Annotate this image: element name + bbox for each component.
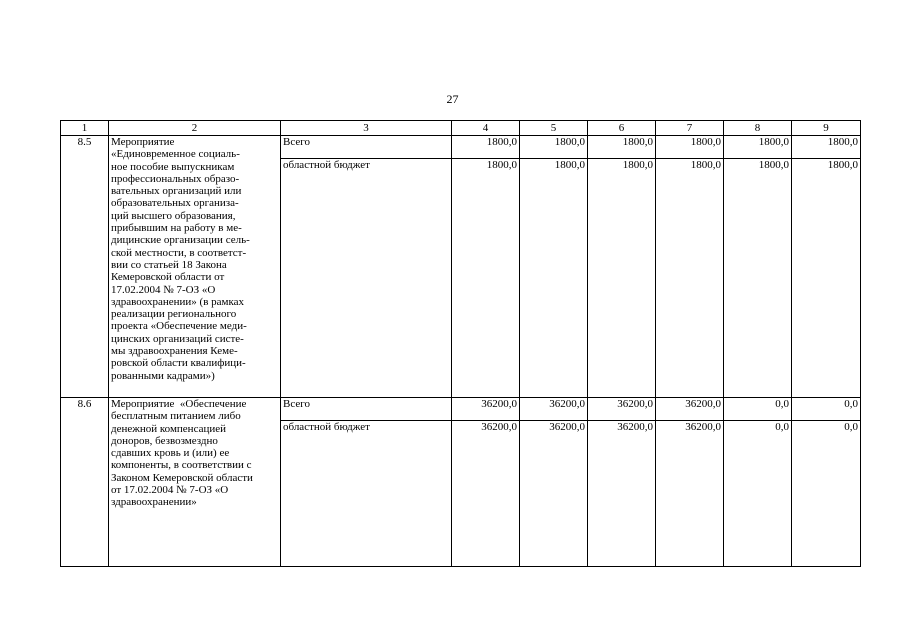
value-cell: 0,0 bbox=[792, 421, 861, 567]
value-cell: 1800,0 bbox=[588, 136, 656, 159]
desc-line: ровской области квалифици- bbox=[111, 357, 246, 370]
value-cell: 36200,0 bbox=[452, 421, 520, 567]
desc-line: ное пособие выпускникам bbox=[111, 160, 235, 173]
desc-line: 17.02.2004 № 7-ОЗ «О bbox=[111, 283, 216, 296]
desc-line: здравоохранении» bbox=[111, 496, 197, 509]
desc-line: цинских организаций систе- bbox=[111, 332, 244, 345]
desc-line: мы здравоохранения Кеме- bbox=[111, 345, 238, 358]
desc-line: Мероприятие bbox=[111, 136, 175, 148]
desc-line: прибывшим на работу в ме- bbox=[111, 222, 242, 235]
value-cell: 1800,0 bbox=[724, 159, 792, 398]
funding-source: Всего bbox=[281, 136, 452, 159]
value-cell: 1800,0 bbox=[792, 159, 861, 398]
desc-line: вательных организаций или bbox=[111, 185, 242, 198]
row-number: 8.6 bbox=[61, 398, 109, 567]
desc-line: дицинские организации сель- bbox=[111, 234, 250, 247]
desc-line: Мероприятие «Обеспечение bbox=[111, 398, 247, 410]
desc-line: рованными кадрами») bbox=[111, 369, 215, 382]
header-cell-5: 5 bbox=[520, 121, 588, 136]
desc-line: вии со статьей 18 Закона bbox=[111, 258, 227, 271]
table-row bbox=[61, 398, 861, 421]
value-cell: 1800,0 bbox=[656, 136, 724, 159]
desc-line: ской местности, в соответст- bbox=[111, 246, 247, 259]
value-cell: 0,0 bbox=[724, 421, 792, 567]
funding-source: областной бюджет bbox=[281, 421, 452, 567]
value-cell: 1800,0 bbox=[452, 159, 520, 398]
desc-line: «Единовременное социаль- bbox=[111, 148, 240, 161]
desc-line: Кемеровской области от bbox=[111, 271, 225, 284]
page-number: 27 bbox=[446, 92, 459, 106]
value-cell: 36200,0 bbox=[520, 421, 588, 567]
desc-line: денежной компенсацией bbox=[111, 422, 227, 435]
row-description bbox=[109, 398, 281, 567]
header-cell-9: 9 bbox=[792, 121, 861, 136]
value-cell: 0,0 bbox=[724, 398, 792, 421]
value-cell: 1800,0 bbox=[724, 136, 792, 159]
header-cell-4: 4 bbox=[452, 121, 520, 136]
header-cell-2: 2 bbox=[109, 121, 281, 136]
value-cell: 36200,0 bbox=[656, 421, 724, 567]
value-cell: 1800,0 bbox=[656, 159, 724, 398]
row-number: 8.5 bbox=[61, 136, 109, 398]
value-cell: 1800,0 bbox=[588, 159, 656, 398]
value-cell: 36200,0 bbox=[656, 398, 724, 421]
value-cell: 1800,0 bbox=[520, 159, 588, 398]
value-cell: 1800,0 bbox=[520, 136, 588, 159]
header-cell-7: 7 bbox=[656, 121, 724, 136]
funding-source: областной бюджет bbox=[281, 159, 452, 398]
value-cell: 36200,0 bbox=[588, 421, 656, 567]
header-cell-1: 1 bbox=[61, 121, 109, 136]
desc-line: проекта «Обеспечение меди- bbox=[111, 320, 247, 333]
desc-line: бесплатным питанием либо bbox=[111, 410, 241, 423]
value-cell: 36200,0 bbox=[452, 398, 520, 421]
header-row bbox=[61, 121, 861, 136]
desc-line: образовательных организа- bbox=[111, 197, 239, 210]
desc-line: реализации регионального bbox=[111, 308, 237, 321]
table-row bbox=[61, 136, 861, 159]
desc-line: ций высшего образования, bbox=[111, 209, 236, 222]
budget-table bbox=[60, 120, 861, 567]
desc-line: компоненты, в соответствии с bbox=[111, 459, 252, 472]
desc-line: от 17.02.2004 № 7-ОЗ «О bbox=[111, 484, 229, 497]
funding-source: Всего bbox=[281, 398, 452, 421]
header-cell-3: 3 bbox=[281, 121, 452, 136]
desc-line: здравоохранении» (в рамках bbox=[111, 295, 245, 308]
desc-line: Законом Кемеровской области bbox=[111, 471, 253, 484]
value-cell: 0,0 bbox=[792, 398, 861, 421]
header-cell-6: 6 bbox=[588, 121, 656, 136]
desc-line: доноров, безвозмездно bbox=[111, 434, 218, 447]
value-cell: 36200,0 bbox=[520, 398, 588, 421]
row-description bbox=[109, 136, 281, 398]
value-cell: 36200,0 bbox=[588, 398, 656, 421]
desc-line: профессиональных образо- bbox=[111, 172, 240, 185]
header-cell-8: 8 bbox=[724, 121, 792, 136]
desc-line: сдавших кровь и (или) ее bbox=[111, 447, 230, 460]
value-cell: 1800,0 bbox=[792, 136, 861, 159]
value-cell: 1800,0 bbox=[452, 136, 520, 159]
